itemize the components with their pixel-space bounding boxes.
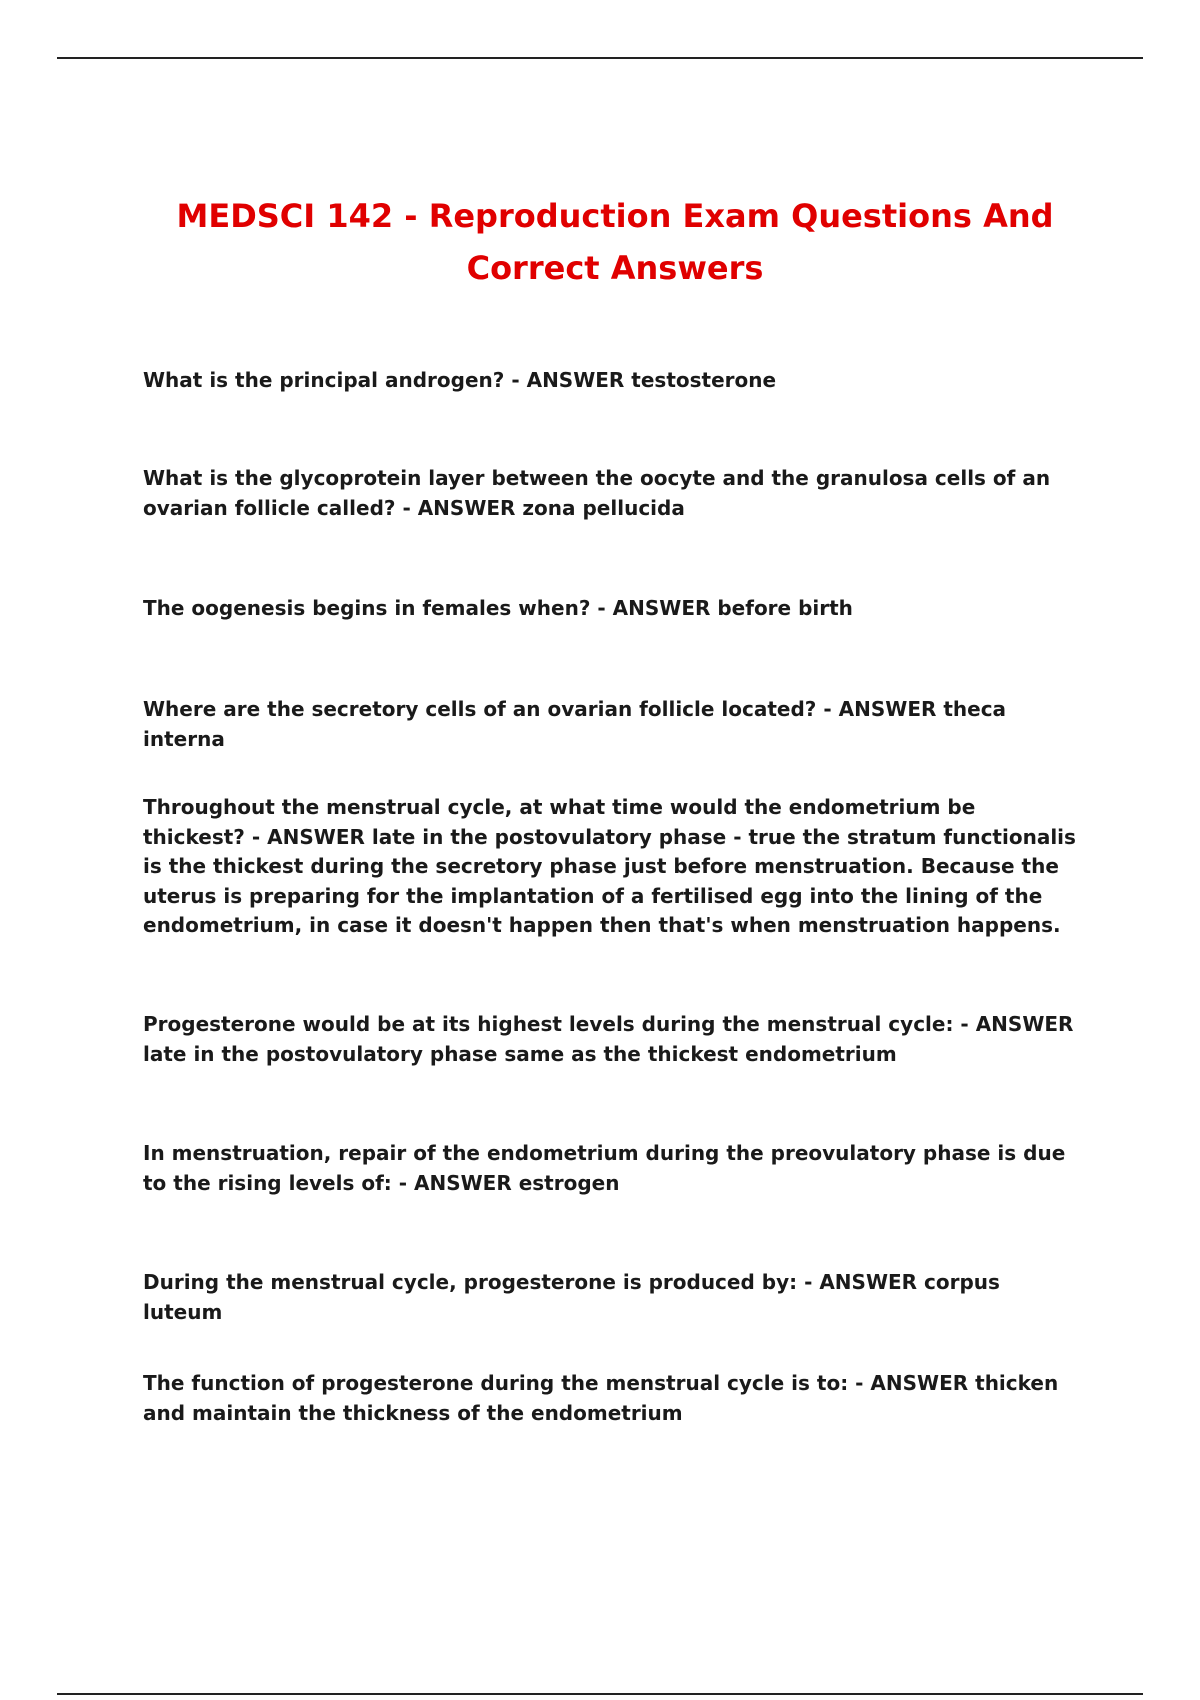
qa-item-7: In menstruation, repair of the endometrium during the preovulatory phase is due to the rising levels of: - ANSWER estrogen bbox=[143, 1141, 1066, 1195]
top-rule bbox=[57, 57, 1143, 59]
qa-item-4: Where are the secretory cells of an ovarian follicle located? - ANSWER theca interna bbox=[143, 697, 1007, 751]
document-title: MEDSCI 142 - Reproduction Exam Questions And Correct Answers bbox=[176, 197, 1054, 287]
qa-item-5: Throughout the menstrual cycle, at what time would the endometrium be thickest? - ANSWER late in the postovulatory phase - true the stratum functionalis is the thickest during the secretory phase just before menstruation. Because the uterus is preparing for the implantation of a fertilised egg into the lining of the endometrium, in case it doesn't happen then that's when menstruation happens. bbox=[143, 795, 1076, 937]
qa-item-8: During the menstrual cycle, progesterone is produced by: - ANSWER corpus luteum bbox=[143, 1270, 1000, 1324]
qa-item-3: The oogenesis begins in females when? - ANSWER before birth bbox=[143, 596, 853, 620]
qa-item-2: What is the glycoprotein layer between the oocyte and the granulosa cells of an ovarian follicle called? - ANSWER zona pellucida bbox=[143, 466, 1051, 520]
bottom-rule bbox=[57, 1693, 1143, 1695]
qa-item-9: The function of progesterone during the menstrual cycle is to: - ANSWER thicken and maintain the thickness of the endometrium bbox=[143, 1371, 1059, 1425]
qa-item-6: Progesterone would be at its highest levels during the menstrual cycle: - ANSWER late in the postovulatory phase same as the thickest endometrium bbox=[143, 1012, 1074, 1066]
qa-item-1: What is the principal androgen? - ANSWER testosterone bbox=[143, 368, 777, 392]
